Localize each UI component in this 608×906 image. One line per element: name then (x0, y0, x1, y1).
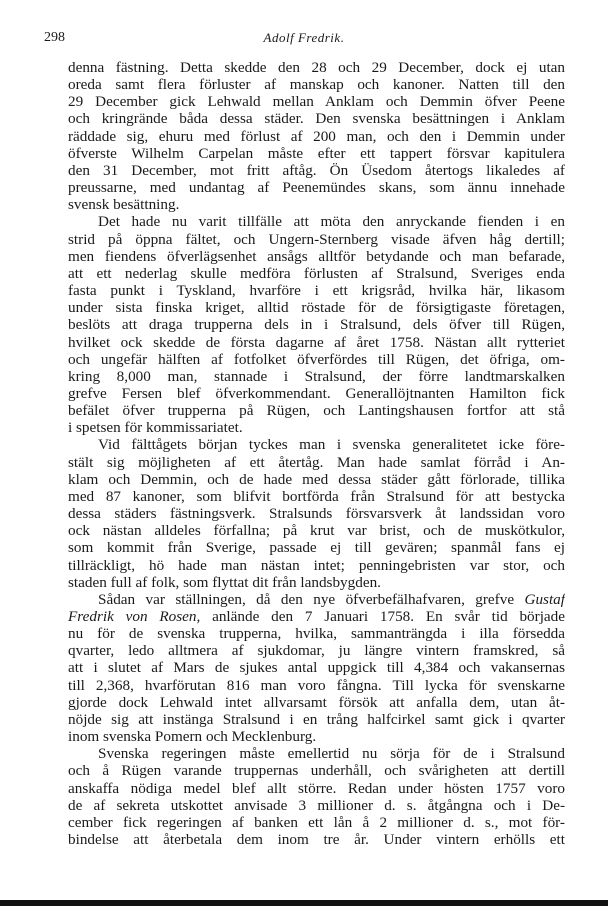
line-text: till 2,368, hvarförutan 816 man voro fångna. Till lycka för svenskarne (68, 676, 565, 694)
text-line (68, 454, 565, 471)
line-text: och å Rügen varande truppernas underhåll, och svårigheten att dertill (68, 762, 565, 780)
line-text: under sista finska kriget, alltid röstade för de försigtigaste företagen, (68, 299, 565, 317)
line-text: Sådan var ställningen, då den nye öfverbefälhafvaren, grefve (98, 590, 525, 608)
text-line (68, 145, 565, 162)
text-line (68, 196, 565, 213)
italic-name: Gustaf (524, 590, 565, 608)
page-number: 298 (44, 30, 65, 45)
text-line (68, 76, 565, 93)
text-line (68, 402, 565, 419)
line-text: stält sig möjligheten af ett återtåg. Man hade samlat förråd i An- (68, 453, 565, 471)
text-line (68, 591, 565, 608)
line-text: fasta punkt i Tyskland, hvarföre i ett krigsråd, hvilka här, likasom (68, 282, 565, 300)
line-text: Vid fälttågets början tyckes man i svenska generalitetet icke före- (98, 436, 565, 454)
line-text: de af sekreta utskottet anvisade 3 millioner d. s. åtgångna och i De- (68, 796, 565, 814)
text-line (68, 162, 565, 179)
line-text: tillräckligt, hö hade man nästan intet; penningebristen var stor, och (68, 556, 565, 574)
line-text: staden full af folk, som flyttat dit från landsbygden. (68, 573, 381, 591)
text-line (68, 282, 565, 299)
text-line (68, 179, 565, 196)
line-text: med 87 kanoner, som blifvit bortförda från Stralsund för att bestycka (68, 487, 565, 505)
text-line (68, 711, 565, 728)
text-line (68, 505, 565, 522)
text-line (68, 316, 565, 333)
line-text: gjorde dock Lehwald intet allvarsamt försök att anfalla dem, utan åt- (68, 693, 565, 711)
text-line (68, 334, 565, 351)
text-line (68, 93, 565, 110)
line-text: hvilket ock skedde de första dagarne af året 1758. Nästan allt rytteriet (68, 333, 565, 351)
text-line (68, 694, 565, 711)
text-line (68, 248, 565, 265)
text-line (68, 814, 565, 831)
line-text: , anlände den 7 Januari 1758. En svår tid började (196, 608, 565, 625)
line-text: svensk besättning. (68, 196, 180, 214)
text-line (68, 728, 565, 745)
text-line (68, 574, 565, 591)
line-text: räddade sig, ehuru med förlust af 200 man, och den i Demmin under (68, 127, 565, 145)
text-line (68, 608, 565, 625)
text-line (68, 797, 565, 814)
text-line (68, 488, 565, 505)
text-line (68, 368, 565, 385)
body-text (68, 59, 565, 848)
text-line (68, 110, 565, 127)
line-text: befälet öfver trupperna på Rügen, och Lantingshausen fortfor att stå (68, 402, 565, 420)
line-text: inom svenska Pomern och Mecklenburg. (68, 728, 317, 746)
line-text: cember fick regeringen af banken ett lån å 2 millioner d. s., mot för- (68, 813, 565, 831)
line-text: i spetsen för kommissariatet. (68, 419, 243, 437)
line-text: men fiendens öfverlägsenhet ansågs alltför betydande och man befarade, (68, 247, 565, 265)
text-line (68, 745, 565, 762)
text-line (68, 557, 565, 574)
line-text: som kommit från Sverige, passade ej till gevären; spanmål fans ej (68, 539, 565, 557)
text-line (68, 625, 565, 642)
text-line (68, 642, 565, 659)
line-text: ock nästan alldeles förfallna; på krut var brist, och de muskötkulor, (68, 522, 565, 540)
scan-bottom-edge (0, 900, 608, 906)
text-line (68, 780, 565, 797)
text-line (68, 831, 565, 848)
text-line (68, 385, 565, 402)
line-text: oreda samt flera förluster af manskap och kanoner. Natten till den (68, 76, 565, 94)
line-text: grefve Fersen blef öfverkommendant. Generallöjtnanten Hamilton fick (68, 384, 565, 402)
line-text: bindelse att återbetala dem inom tre år. Under vintern erhölls ett (68, 831, 565, 849)
line-text: 29 December gick Lehwald mellan Anklam och Demmin öfver Peene (68, 93, 565, 111)
text-line (68, 436, 565, 453)
text-line (68, 471, 565, 488)
italic-name: Fredrik von Rosen (68, 608, 197, 625)
line-text: denna fästning. Detta skedde den 28 och 29 December, dock ej utan (68, 59, 565, 76)
text-line (68, 128, 565, 145)
line-text: dessa städers fästningsverk. Stralsunds försvarsverk åt landssidan voro (68, 505, 565, 523)
line-text: anskaffa nödiga medel blef allt större. Redan under hösten 1757 voro (68, 779, 565, 797)
text-line (68, 419, 565, 436)
text-line (68, 539, 565, 556)
line-text: nöjde sig att instänga Stralsund i en trång halfcirkel samt gick i qvarter (68, 710, 565, 728)
line-text: och kringrände båda dessa städer. Den svenska besättningen i Anklam (68, 110, 565, 128)
text-line (68, 265, 565, 282)
line-text: kring 8,000 man, stannade i Stralsund, der förre landtmarskalken (68, 367, 565, 385)
text-line (68, 213, 565, 230)
line-text: strid på öppna fältet, och Ungern-Sternberg visade äfven håg dertill; (68, 230, 565, 248)
line-text: att i slutet af Mars de sjukes antal uppgick till 4,384 och vakansernas (68, 659, 565, 677)
text-line (68, 522, 565, 539)
running-title: Adolf Fredrik. (263, 30, 345, 45)
text-line (68, 659, 565, 676)
line-text: att ett nederlag skulle medföra förlusten af Stralsund, Sveriges enda (68, 264, 565, 282)
text-line (68, 762, 565, 779)
line-text: den 31 December, mot fritt aftåg. Ön Üsedom återtogs likaledes af (68, 161, 565, 179)
line-text: klam och Demmin, och de hade med dessa städer gått förlorade, tillika (68, 470, 565, 488)
line-text: Det hade nu varit tillfälle att möta den anryckande fienden i en (98, 213, 565, 231)
line-text: nu för de svenska trupperna, hvilka, sammanträngda i illa försedda (68, 625, 565, 643)
text-line (68, 299, 565, 316)
line-text: Svenska regeringen måste emellertid nu sörja för de i Stralsund (98, 745, 565, 763)
text-line (68, 351, 565, 368)
line-text: preussarne, med undantag af Peenemündes skans, som ännu innehade (68, 179, 565, 197)
text-line (68, 231, 565, 248)
text-line (68, 59, 565, 76)
line-text: öfverste Wilhelm Carpelan måste efter ett tappert försvar kapitulera (68, 144, 565, 162)
text-line (68, 677, 565, 694)
line-text: beslöts att draga trupperna dels in i Stralsund, dels öfver till Rügen, (68, 316, 565, 334)
line-text: qvarter, ledo alltmera af sjukdomar, ju längre vintern framskred, så (68, 642, 565, 660)
line-text: och ungefär hälften af fotfolket öfverfördes till Rügen, det öfriga, om- (68, 350, 565, 368)
